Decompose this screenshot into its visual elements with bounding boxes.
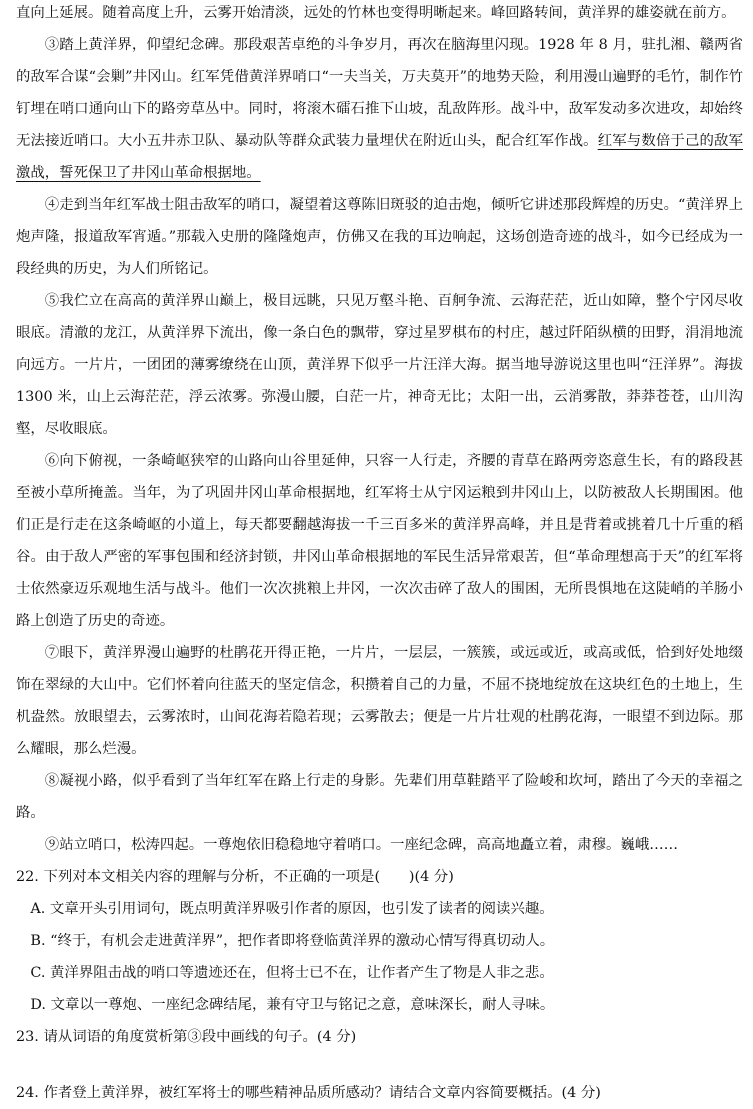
paragraph-7: ⑦眼下，黄洋界漫山遍野的杜鹃花开得正艳，一片片，一层层，一簇簇，或远或近，或高或低，恰到好处地缀饰在翠绿的大山中。它们怀着向往蓝天的坚定信念，积攒着自己的力量，不屈不挠地绽放在这块红色的土地上，生机盎然。放眼望去，云雾浓时，山间花海若隐若现；云雾散去；便是一片片壮观的杜鹃花海，一眼望不到边际。那么耀眼，那么烂漫。 xyxy=(16,645,743,757)
question-22-option-b[interactable]: B. “终于，有机会走进黄洋界”，把作者即将登临黄洋界的激动心情写得真切动人。 xyxy=(30,933,555,949)
paragraph-9: ⑨站立哨口，松涛四起。一尊炮依旧稳稳地守着哨口。一座纪念碑，高高地矗立着，肃穆。巍峨…… xyxy=(44,837,678,853)
underlined-sentence: 红军与数倍于己的敌军激战，誓死保卫了井冈山革命根据地。 xyxy=(16,133,743,181)
paragraph-3: ③踏上黄洋界，仰望纪念碑。那段艰苦卓绝的斗争岁月，再次在脑海里闪现。1928 年 8 月，驻扎湘、赣两省的敌军合谋“会剿”井冈山。红军凭借黄洋界哨口“一夫当关，万夫莫开”的地势天险，利用漫山遍野的毛竹，制作竹钉埋在哨口通向山下的路旁草丛中。同时，将滚木礌石推下山坡，乱敌阵形。战斗中，敌军发动多次进攻，却始终无法接近哨口。大小五井赤卫队、暴动队等群众武装力量埋伏在附近山头，配合红军作战。红军与数倍于己的敌军激战，誓死保卫了井冈山革命根据地。 xyxy=(16,37,743,181)
paragraph-4: ④走到当年红军战士阻击敌军的哨口，凝望着这尊陈旧斑驳的迫击炮，倾听它讲述那段辉煌的历史。“黄洋界上炮声隆，报道敌军宵遁。”那载入史册的隆隆炮声，仿佛又在我的耳边响起，这场创造奇迹的战斗，如今已经成为一段经典的历史，为人们所铭记。 xyxy=(16,197,743,277)
answer-space xyxy=(16,1053,743,1077)
question-22-option-a[interactable]: A. 文章开头引用词句，既点明黄洋界吸引作者的原因，也引发了读者的阅读兴趣。 xyxy=(30,901,554,917)
question-22-stem: 22. 下列对本文相关内容的理解与分析，不正确的一项是( )(4 分) xyxy=(16,869,454,885)
paragraph-6: ⑥向下俯视，一条崎岖狭窄的山路向山谷里延伸，只容一人行走，齐腰的青草在路两旁恣意生长，有的路段甚至被小草所掩盖。当年，为了巩固井冈山革命根据地，红军将士从宁冈运粮到井冈山上，以防被敌人长期围困。他们正是行走在这条崎岖的小道上，每天都要翻越海拔一千三百多米的黄洋界高峰，并且是背着或挑着几十斤重的稻谷。由于敌人严密的军事包围和经济封锁，井冈山革命根据地的军民生活异常艰苦，但“革命理想高于天”的红军将士依然豪迈乐观地生活与战斗。他们一次次挑粮上井冈，一次次击碎了敌人的围困，无所畏惧地在这陡峭的羊肠小路上创造了历史的奇迹。 xyxy=(16,453,743,629)
question-24: 24. 作者登上黄洋界，被红军将士的哪些精神品质所感动？请结合文章内容简要概括。(4 分) xyxy=(16,1085,601,1101)
paragraph-5: ⑤我伫立在高高的黄洋界山巅上，极目远眺，只见万壑斗艳、百舸争流、云海茫茫，近山如障，整个宁冈尽收眼底。清澈的龙江，从黄洋界下流出，像一条白色的飘带，穿过星罗棋布的村庄，越过阡陌纵横的田野，涓涓地流向远方。一片片，一团团的薄雾缭绕在山顶，黄洋界下似乎一片汪洋大海。据当地导游说这里也叫“汪洋界”。海拔 1300 米，山上云海茫茫，浮云浓雾。弥漫山腰，白茫一片，神奇无比；太阳一出，云消雾散，莽莽苍苍，山川沟壑，尽收眼底。 xyxy=(16,293,743,437)
paragraph-continuation: 直向上延展。随着高度上升，云雾开始清淡，远处的竹林也变得明晰起来。峰回路转间，黄洋界的雄姿就在前方。 xyxy=(16,5,736,21)
question-23: 23. 请从词语的角度赏析第③段中画线的句子。(4 分) xyxy=(16,1029,357,1045)
question-22-option-c[interactable]: C. 黄洋界阻击战的哨口等遗迹还在，但将士已不在，让作者产生了物是人非之悲。 xyxy=(30,965,554,981)
paragraph-8: ⑧凝视小路，似乎看到了当年红军在路上行走的身影。先辈们用草鞋踏平了险峻和坎坷，踏出了今天的幸福之路。 xyxy=(16,773,743,821)
question-22-option-d[interactable]: D. 文章以一尊炮、一座纪念碑结尾，兼有守卫与铭记之意，意味深长，耐人寻味。 xyxy=(30,997,555,1013)
